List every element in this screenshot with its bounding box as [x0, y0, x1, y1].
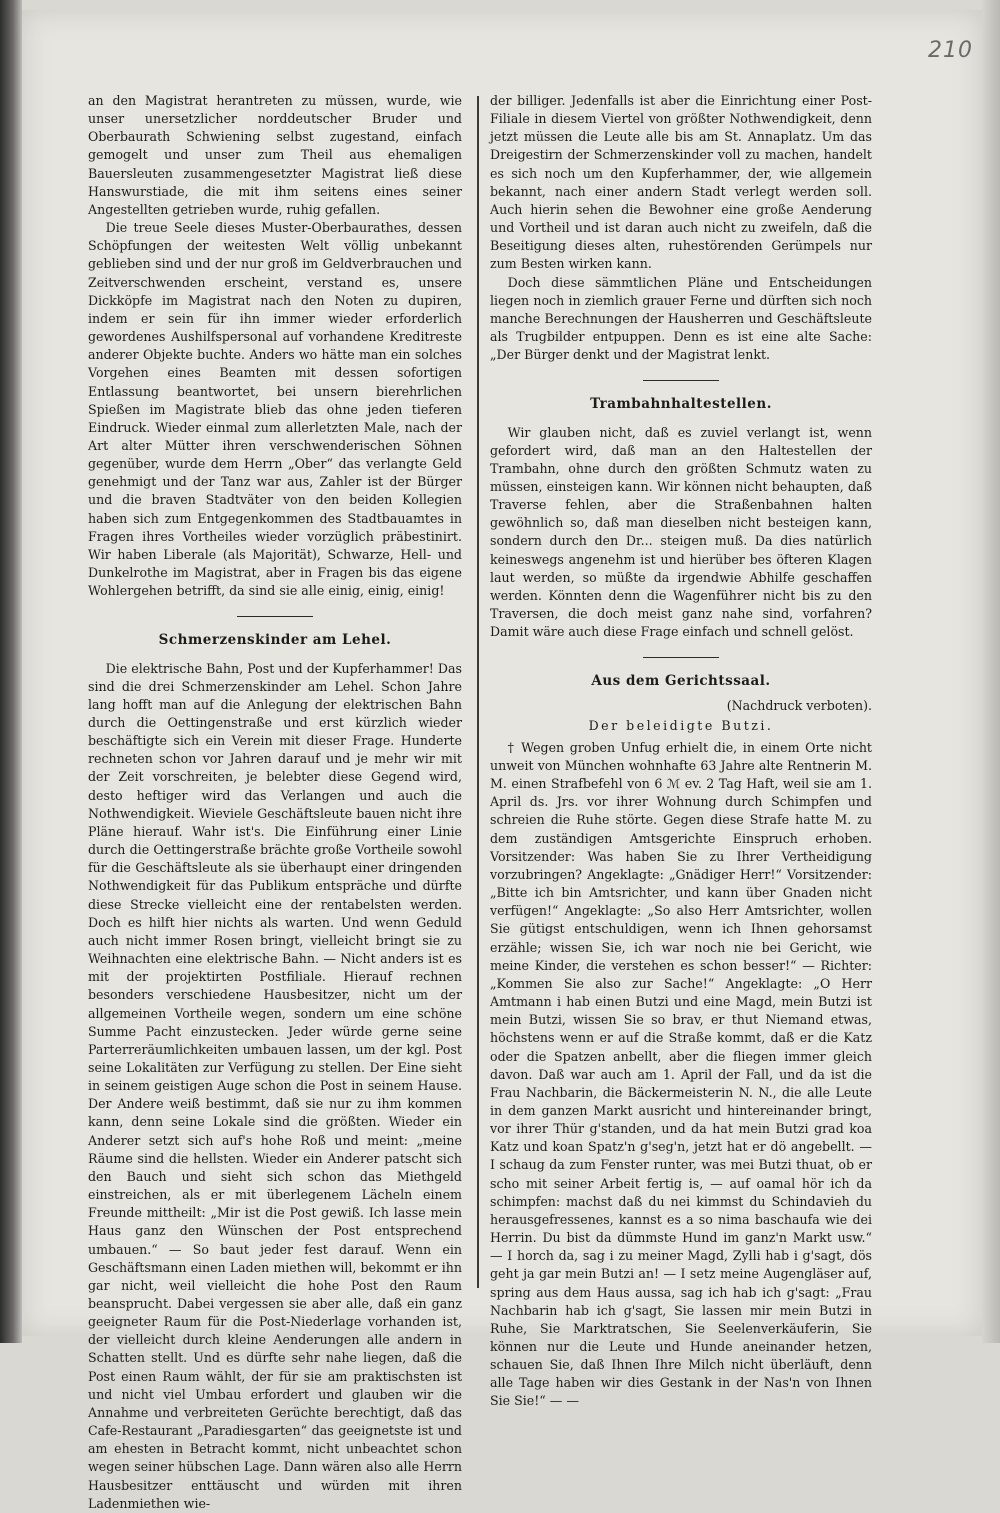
right-column [490, 92, 872, 1411]
article-paragraph: Wir glauben nicht, daß es zuviel verlangt ist, wenn gefordert wird, daß man an den Haltestellen der Trambahn, ohne durch den größten Schmutz waten zu müssen, einsteigen kann. Wir können nicht behaupten, daß Traverse fehlen, aber die Straßenbahnen halten gewöhnlich so, daß man dieselben nicht besteigen kann, sondern durch den Dr... steigen muß. Da dies natürlich keineswegs angenehm ist und hierüber bes öfteren Klagen laut werden, so müßte da irgendwie Abhilfe geschaffen werden. Könnten denn die Wagenführer nicht bis zu den Traversen, die doch meist ganz nahe sind, vorfahren? Damit wäre auch diese Frage einfach und schnell gelöst. [490, 424, 872, 640]
section-separator [643, 657, 719, 658]
article-title-gerichtssaal: Aus dem Gerichtssaal. [591, 673, 771, 690]
column-divider [477, 96, 479, 1288]
article-title-schmerzenskinder: Schmerzenskinder am Lehel. [158, 632, 392, 649]
page-number: 210 [928, 38, 973, 63]
page-binding-shadow [0, 0, 22, 1343]
left-column [88, 92, 462, 1513]
section-separator [237, 616, 313, 617]
article-paragraph: Die elektrische Bahn, Post und der Kupferhammer! Das sind die drei Schmerzenskinder am Lehel. Schon Jahre lang hofft man auf die Anlegung der elektrischen Bahn durch die Oettingenstraße und erst kürzlich wieder beschäftigte sich ein Verein mit dieser Frage. Hunderte rechneten schon vor Jahren darauf und je mehr wir mit der Zeit vorschreiten, je belebter diese Gegend wird, desto heftiger wird das Verlangen und auch die Nothwendigkeit. Wieviele Geschäftsleute bauen nicht ihre Pläne hierauf. Wahr ist's. Die Einführung einer Linie durch die Oettingerstraße brächte große Vortheile sowohl für die Geschäftsleute als sie überhaupt einer dringenden Nothwendigkeit für das Publikum entspräche und dürfte diese Strecke vielleicht eine der rentabelsten werden. Doch es hilft hier nichts als warten. Und wenn Geduld auch nicht immer Rosen bringt, vielleicht bringt sie zu Weihnachten eine elektrische Bahn. — Nicht anders ist es mit der projektirten Postfiliale. Hierauf rechnen besonders verschiedene Hausbesitzer, nicht um der allgemeinen Vortheile wegen, sondern um eine schöne Summe Pacht einzustecken. Jeder würde gerne seine Parterreräumlichkeiten umbauen lassen, um der kgl. Post seine Lokalitäten zur Verfügung zu stellen. Der Eine sieht in seinem geistigen Auge schon die Post in seinem Hause. Der Andere weiß bestimmt, daß sie nur zu ihm kommen kann, denn seine Lokale sind die größten. Wieder ein Anderer setzt sich auf's hohe Roß und meint: „meine Räume sind die hellsten. Wieder ein Anderer patscht sich den Bauch und sieht sich schon das Miethgeld einstreichen, als er mit überlegenem Lächeln einem Freunde mittheilt: „Mir ist die Post gewiß. Ich lasse mein Haus ganz den Wünschen der Post entsprechend umbauen.“ — So baut jeder fest darauf. Wenn ein Geschäftsmann einen Laden miethen will, bekommt er ihn gar nicht, weil vielleicht die hohe Post den Raum beansprucht. Dabei vergessen sie aber alle, daß ein ganz geeigneter Raum für die Post-Niederlage vorhanden ist, der vielleicht durch kleine Aenderungen alle andern in Schatten stellt. Und es dürfte sehr nahe liegen, daß die Post einen Raum wählt, der für sie am praktischsten ist und nicht viel Umbau erfordert und glauben wir die Annahme und verbreiteten Gerüchte berechtigt, daß das Cafe-Restaurant „Paradiesgarten“ das geeignetste ist und am ehesten in Betracht kommt, nicht unbeachtet schon wegen seiner hübschen Lage. Dann wären also alle Herrn Hausbesitzer enttäuscht und würden mit ihren Ladenmiethen wie- [88, 660, 462, 1511]
page-edge [982, 0, 1000, 1343]
intro-paragraph-1: an den Magistrat herantreten zu müssen, wurde, wie unser unersetzlicher norddeutscher Bruder und Oberbaurath Schwiening selbst zugestand, einfach gemogelt und unser zum Theil aus ehemaligen Bauersleuten zusammengesetzter Magistrat ließ diese Hanswurstiade, die mit ihm seitens eines seiner Angestellten getrieben wurde, ruhig gefallen. [88, 93, 462, 217]
article-paragraph: † Wegen groben Unfug erhielt die, in einem Orte nicht unweit von München wohnhafte 63 Jahre alte Rentnerin M. M. einen Strafbefehl von 6 ℳ ev. 2 Tag Haft, weil sie am 1. April ds. Jrs. vor ihrer Wohnung durch Schimpfen und schreien die Ruhe störte. Gegen diese Strafe hatte M. zu dem zuständigen Amtsgerichte Einspruch erhoben. Vorsitzender: Was haben Sie zu Ihrer Vertheidigung vorzubringen? Angeklagte: „Gnädiger Herr!“ Vorsitzender: „Bitte ich bin Amtsrichter, und kann über Gnaden nicht verfügen!“ Angeklagte: „So also Herr Amtsrichter, wollen Sie gütigst entschuldigen, wenn ich Ihnen gehorsamst erzähle; wissen Sie, ich war noch nie bei Gericht, wie meine Kinder, die verstehen es schon besser!“ — Richter: „Kommen Sie also zur Sache!“ Angeklagte: „O Herr Amtmann i hab einen Butzi und eine Magd, mein Butzi ist mein Butzi, wissen Sie so brav, er thut Niemand etwas, höchstens wenn er auf die Straße kommt, daß er die Katz oder die Spatzen anbellt, aber die fliegen immer gleich davon. Daß war auch am 1. April der Fall, und da ist die Frau Nachbarin, die Bäckermeisterin N. N., die alle Leute in dem ganzen Markt ausricht und hintereinander bringt, vor ihrer Thür g'standen, und da hat mein Butzi grad koa Katz und koan Spatz'n g'seg'n, jetzt hat er dö angebellt. — I schaug da zum Fenster runter, was mei Butzi thuat, ob er scho mit seiner Arbeit fertig is, — auf oamal hör ich da schimpfen: machst daß du nei kimmst du Schindavieh du herausgefressenes, kannst es a so nima baschaufa wie dei Herrin. Du bist da dümmste Hund im ganz'n Markt usw.“ — I horch da, sag i zu meiner Magd, Zylli hab i g'sagt, dös geht ja gar mein Butzi an! — I setz meine Augengläser auf, spring aus dem Haus aussa, sag ich hab ich g'sagt: „Frau Nachbarin hab ich g'sagt, Sie lassen mir mein Butzi in Ruhe, Sie Marktratschen, Sie Seelenverkäuferin, Sie können nur die Leute und Hunde aneinander hetzen, schauen Sie, daß Ihnen Ihre Milch nicht überläuft, denn alle Tage haben wir dies Gestank in der Nas'n von Ihnen Sie Sie!“ — — [490, 739, 872, 1409]
section-separator [643, 380, 719, 381]
continuation-paragraph-2: Doch diese sämmtlichen Pläne und Entscheidungen liegen noch in ziemlich grauer Ferne und dürften sich noch manche Berechnungen der Hausherren und Geschäftsleute als Trugbilder entpuppen. Denn es ist eine alte Sache: „Der Bürger denkt und der Magistrat lenkt. [490, 274, 872, 363]
article-subtitle: Der beleidigte Butzi. [588, 717, 774, 733]
continuation-paragraph-1: der billiger. Jedenfalls ist aber die Einrichtung einer Post-Filiale in diesem Viertel von größter Nothwendigkeit, denn jetzt müssen die Leute alle bis am St. Annaplatz. Um das Dreigestirn der Schmerzenskinder voll zu machen, handelt es sich noch um den Kupferhammer, der, wie allgemein bekannt, nach einer andern Stadt verlegt werden soll. Auch hierin sehen die Bewohner eine große Aenderung und Vortheil und ist daran auch nicht zu zweifeln, daß die Beseitigung dieses alten, ruhestörenden Gerümpels nur zum Besten wirken kann. [490, 93, 872, 272]
intro-paragraph-2: Die treue Seele dieses Muster-Oberbaurathes, dessen Schöpfungen der weitesten Welt völlig unbekannt geblieben sind und der nur groß im Geldverbrauchen und Zeitverschwenden erscheint, verstand es, unsere Dickköpfe im Magistrat nach den Noten zu dupiren, indem er sein für ihn immer wieder erforderlich gewordenes Aushilfspersonal auf vorhandene Kreditreste anderer Objekte buchte. Anders wo hätte man ein solches Vorgehen eines Beamten mit dessen sofortigen Entlassung beantwortet, bei unsern bierehrlichen Spießen im Magistrate blieb das ohne jeden tieferen Eindruck. Wieder einmal zum allerletzten Male, nach der Art alter Mütter ihren verschwenderischen Söhnen gegenüber, wurde dem Herrn „Ober“ das verlangte Geld genehmigt und der Tanz war aus, Zahler ist der Bürger und die braven Stadtväter von den beiden Kollegien haben sich zum Entgegenkommen des Stadtbauamtes in Fragen ihres Vortheiles wieder vorzüglich präbestinirt. Wir haben Liberale (als Majorität), Schwarze, Hell- und Dunkelrothe im Magistrat, aber in Fragen bis das eigene Wohlergehen betrifft, da sind sie alle einig, einig, einig! [88, 220, 462, 599]
reprint-notice: (Nachdruck verboten). [726, 697, 872, 713]
article-title-trambahn: Trambahnhaltestellen. [590, 396, 772, 413]
